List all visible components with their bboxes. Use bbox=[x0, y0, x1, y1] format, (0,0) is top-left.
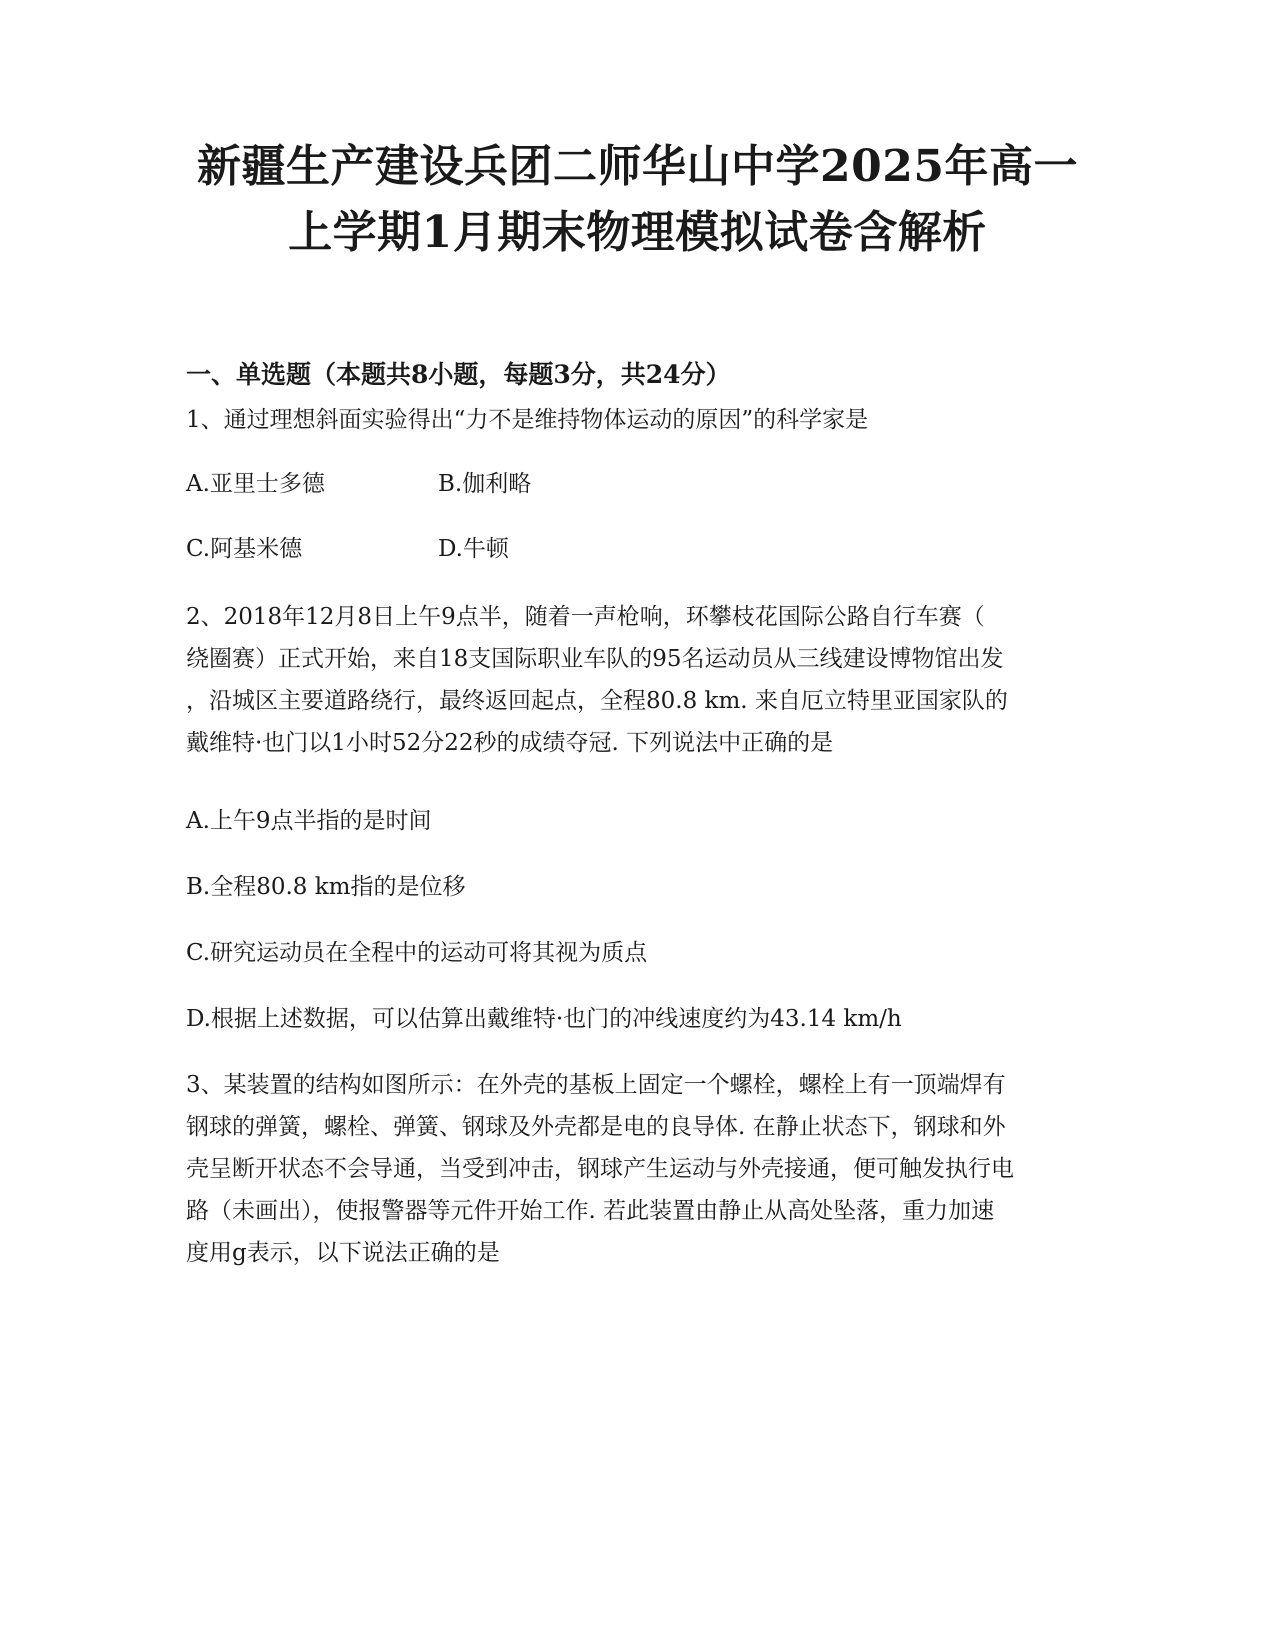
question-3-stem-line: 钢球的弹簧，螺栓、弹簧、钢球及外壳都是电的良导体. 在静止状态下，钢球和外 bbox=[186, 1114, 1006, 1140]
question-2-option-c: C.研究运动员在全程中的运动可将其视为质点 bbox=[186, 940, 648, 966]
question-2-option-a: A.上午9点半指的是时间 bbox=[186, 808, 432, 834]
title-line: 新疆生产建设兵团二师华山中学2025年高一 bbox=[197, 141, 1078, 192]
question-3-stem-line: 3、某装置的结构如图所示：在外壳的基板上固定一个螺栓，螺栓上有一顶端焊有 bbox=[186, 1072, 1006, 1098]
question-2-stem-line: 戴维特·也门以1小时52分22秒的成绩夺冠. 下列说法中正确的是 bbox=[186, 730, 834, 756]
question-3-stem bbox=[186, 1064, 1086, 1274]
question-2-stem-line: 2、2018年12月8日上午9点半，随着一声枪响，环攀枝花国际公路自行车赛（ bbox=[186, 604, 985, 630]
question-2-stem bbox=[186, 596, 1086, 764]
question-1-options-row-2 bbox=[186, 528, 509, 570]
section-heading: 一、单选题（本题共8小题，每题3分，共24分） bbox=[186, 360, 731, 389]
question-3-stem-line: 路（未画出），使报警器等元件开始工作. 若此装置由静止从高处坠落，重力加速 bbox=[186, 1198, 995, 1224]
question-2-stem-line: ，沿城区主要道路绕行，最终返回起点，全程80.8 km. 来自厄立特里亚国家队的 bbox=[186, 688, 1008, 714]
question-2-option-b: B.全程80.8 km指的是位移 bbox=[186, 874, 466, 900]
question-1-option-d: D.牛顿 bbox=[438, 536, 509, 562]
question-1-stem: 1、通过理想斜面实验得出“力不是维持物体运动的原因”的科学家是 bbox=[186, 407, 869, 433]
question-1-options-row-1 bbox=[186, 463, 531, 505]
title-line: 上学期1月期末物理模拟试卷含解析 bbox=[288, 207, 987, 258]
question-1-option-b: B.伽利略 bbox=[438, 471, 532, 497]
question-3-stem-line: 度用g表示，以下说法正确的是 bbox=[186, 1240, 500, 1266]
question-1-option-a: A.亚里士多德 bbox=[186, 471, 325, 497]
document-title bbox=[160, 134, 1115, 266]
question-1-option-c: C.阿基米德 bbox=[186, 536, 303, 562]
question-2-option-d: D.根据上述数据，可以估算出戴维特·也门的冲线速度约为43.14 km/h bbox=[186, 1006, 902, 1032]
question-2-stem-line: 绕圈赛）正式开始，来自18支国际职业车队的95名运动员从三线建设博物馆出发 bbox=[186, 646, 1004, 672]
question-3-stem-line: 壳呈断开状态不会导通，当受到冲击，钢球产生运动与外壳接通，便可触发执行电 bbox=[186, 1156, 1014, 1182]
